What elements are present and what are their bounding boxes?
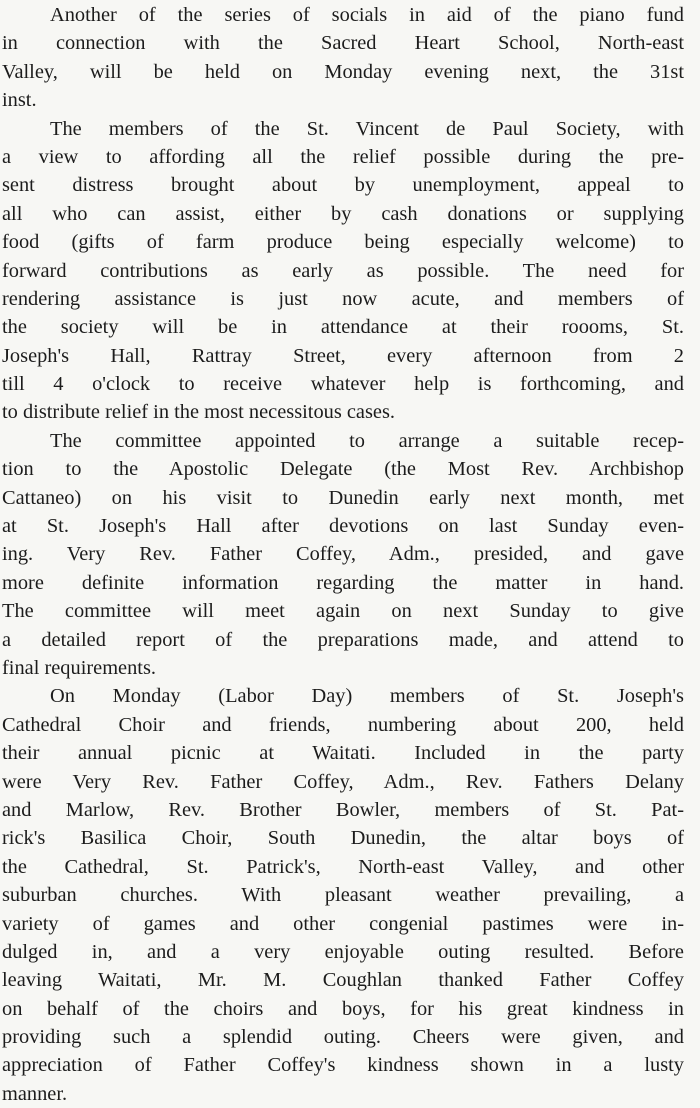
text-line: Joseph's Hall, Rattray Street, every afternoon from 2 [2,344,684,367]
text-line: to distribute relief in the most necessitous cases. [2,401,395,424]
text-line: all who can assist, either by cash donations or supplying [2,202,684,225]
text-line: more definite information regarding the matter in hand. [2,571,684,594]
text-line: and Marlow, Rev. Brother Bowler, members of St. Pat- [2,798,684,821]
text-line: a view to affording all the relief possible during the pre- [2,145,684,168]
text-line: The committee will meet again on next Sunday to give [2,600,684,623]
text-line: ing. Very Rev. Father Coffey, Adm., presided, and gave [2,543,684,566]
text-line: variety of games and other congenial pastimes were in- [2,912,684,935]
text-line: providing such a splendid outing. Cheers were given, and [2,1026,684,1049]
text-line: suburban churches. With pleasant weather prevailing, a [2,884,684,907]
text-line: till 4 o'clock to receive whatever help is forthcoming, and [2,373,684,396]
text-line: rick's Basilica Choir, South Dunedin, the altar boys of [2,827,684,850]
text-line: a detailed report of the preparations made, and attend to [2,628,684,651]
text-line: dulged in, and a very enjoyable outing resulted. Before [2,940,684,963]
text-line: tion to the Apostolic Delegate (the Most Rev. Archbishop [2,458,684,481]
text-line: forward contributions as early as possible. The need for [2,259,684,282]
text-line: sent distress brought about by unemployment, appeal to [2,174,684,197]
text-line: final requirements. [2,656,157,679]
text-line: Valley, will be held on Monday evening next, the 31st [2,60,684,83]
text-line: manner. [2,1082,68,1105]
text-line: leaving Waitati, Mr. M. Coughlan thanked Father Coffey [2,969,684,992]
text-line: Cattaneo) on his visit to Dunedin early next month, met [2,486,684,509]
text-line: at St. Joseph's Hall after devotions on last Sunday even- [2,515,684,538]
paragraph [2,115,684,427]
paragraph [2,1,684,115]
text-line: Cathedral Choir and friends, numbering about 200, held [2,713,684,736]
text-line: the Cathedral, St. Patrick's, North-east Valley, and other [2,855,684,878]
text-line: On Monday (Labor Day) members of St. Joseph's [50,685,684,708]
text-line: their annual picnic at Waitati. Included in the party [2,742,684,765]
text-line: inst. [2,89,37,112]
text-line: on behalf of the choirs and boys, for his great kindness in [2,997,684,1020]
text-line: The members of the St. Vincent de Paul Society, with [50,117,684,140]
text-line: food (gifts of farm produce being especially welcome) to [2,231,684,254]
text-line: the society will be in attendance at their roooms, St. [2,316,684,339]
text-line: Another of the series of socials in aid of the piano fund [50,4,684,26]
text-line: rendering assistance is just now acute, and members of [2,287,684,310]
paragraph [2,427,684,683]
paragraph [2,682,684,1108]
text-line: in connection with the Sacred Heart School, North-east [2,32,684,55]
text-line: appreciation of Father Coffey's kindness shown in a lusty [2,1054,684,1077]
text-line: The committee appointed to arrange a suitable recep- [50,429,684,452]
text-line: were Very Rev. Father Coffey, Adm., Rev. Fathers Delany [2,770,684,793]
